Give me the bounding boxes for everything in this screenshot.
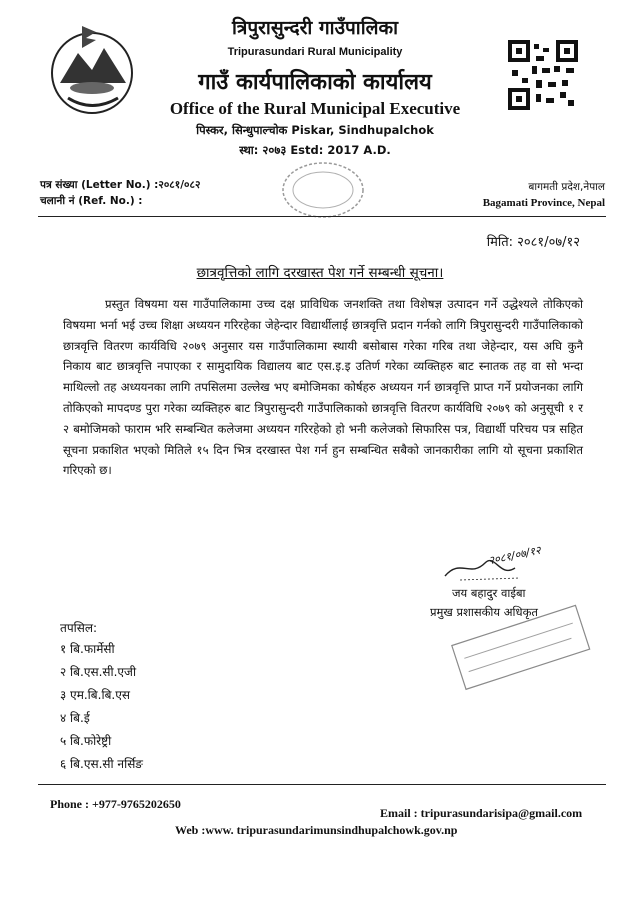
footer-email: Email : tripurasundarisipa@gmail.com [380, 806, 583, 820]
reference-number: चलानी नं (Ref. No.) : [40, 195, 143, 207]
footer-divider [38, 784, 606, 785]
province-english: Bagamati Province, Nepal [482, 197, 605, 209]
list-item: ५ बि.फोरेष्ट्री [60, 734, 112, 748]
office-stamp [280, 160, 366, 220]
municipality-name-nepali: त्रिपुरासुन्दरी गाउँपालिका [231, 17, 399, 39]
list-item: ४ बि.ई [60, 711, 90, 725]
notice-subject: छात्रवृत्तिको लागि दरखास्त पेश गर्ने सम्बन्धी सूचना। [196, 265, 444, 281]
list-item: २ बि.एस.सी.एजी [60, 665, 137, 679]
notice-date: मिति: २०८१/०७/१२ [486, 235, 580, 250]
established: स्था: २०७३ Estd: 2017 A.D. [239, 143, 391, 157]
header-divider [38, 216, 606, 217]
office-name-english: Office of the Rural Municipal Executive [169, 99, 461, 118]
signatory-name: जय बहादुर वाईबा [452, 586, 526, 600]
notice-body-paragraph: प्रस्तुत विषयमा यस गाउँपालिकामा उच्च दक्ष प्राविधिक जनशक्ति तथा विशेषज्ञ उत्पादन गर्ने उद्धेश्यले तोकिएको विषयमा भर्ना भई उच्च शिक्षा अध्ययन गरिरहेका जेहेन्दार विद्यार्थीलाई छात्रवृत्ति प्रदान गर्नको लागि त्रिपुरासुन्दरी गाउँपालिकाको छात्रवृत्ति वितरण कार्यविधि २०७९ अनुसार यस गाउँपालिकामा स्थायी बसोबास गरेका गरिब तथा जेहेन्दार, यस अघि कुनै निकाय बाट छात्रवृत्ति नपाएका र सामुदायिक विद्यालय बाट एस.इ.इ उतिर्ण गरेका व्यक्तिहरु बाट स्नातक तह वा सो भन्दा माथिल्लो तह अध्ययनका लागि तपसिलमा उल्लेख भए बमोजिमका कोर्षहरु अध्ययन गर्न छात्रवृत्ति प्राप्त गर्ने प्रयोजनका लागि तोकिएको मापदण्ड पुरा गरेका व्यक्तिहरु बाट त्रिपुरासुन्दरी गाउँपालिकाको छात्रवृत्ति वितरण कार्यविधि २०७९ को अनुसूची १ र २ बमोजिमको फाराम भरि सम्बन्धित कलेजमा अध्ययन गरिरहेको हो भनी कलेजको सिफारिस पत्र, विद्यार्थी परिचय पत्र सहित सूचना प्रकाशित भएको मितिले १५ दिन भित्र दरखास्त पेश गर्न हुन सम्बन्धित सबैको जानकारीका लागि यो सूचना प्रकाशित गरिएको छ। [63, 297, 583, 478]
list-item: ३ एम.बि.बि.एस [60, 688, 130, 702]
address: पिस्कर, सिन्धुपाल्चोक Piskar, Sindhupalchok [196, 123, 434, 137]
footer-website: Web :www. tripurasundarimunsindhupalchowk.gov.np [175, 823, 458, 837]
footer-phone: Phone : +977-9765202650 [50, 797, 181, 811]
qr-code [508, 40, 578, 110]
office-name-nepali: गाउँ कार्यपालिकाको कार्यालय [198, 70, 432, 95]
list-item: १ बि.फार्मेसी [60, 642, 115, 656]
province-nepali: बागमती प्रदेश,नेपाल [528, 181, 605, 193]
signature-date: २०८१/०७/१२ [487, 543, 542, 568]
tapsil-heading: तपसिल: [60, 621, 98, 635]
list-item: ६ बि.एस.सी नर्सिङ [60, 757, 143, 771]
municipality-name-english: Tripurasundari Rural Municipality [227, 46, 403, 58]
letter-number: पत्र संख्या (Letter No.) :२०८१/०८२ [40, 179, 201, 191]
signatory-title: प्रमुख प्रशासकीय अधिकृत [430, 605, 538, 619]
notice-body [63, 294, 583, 481]
